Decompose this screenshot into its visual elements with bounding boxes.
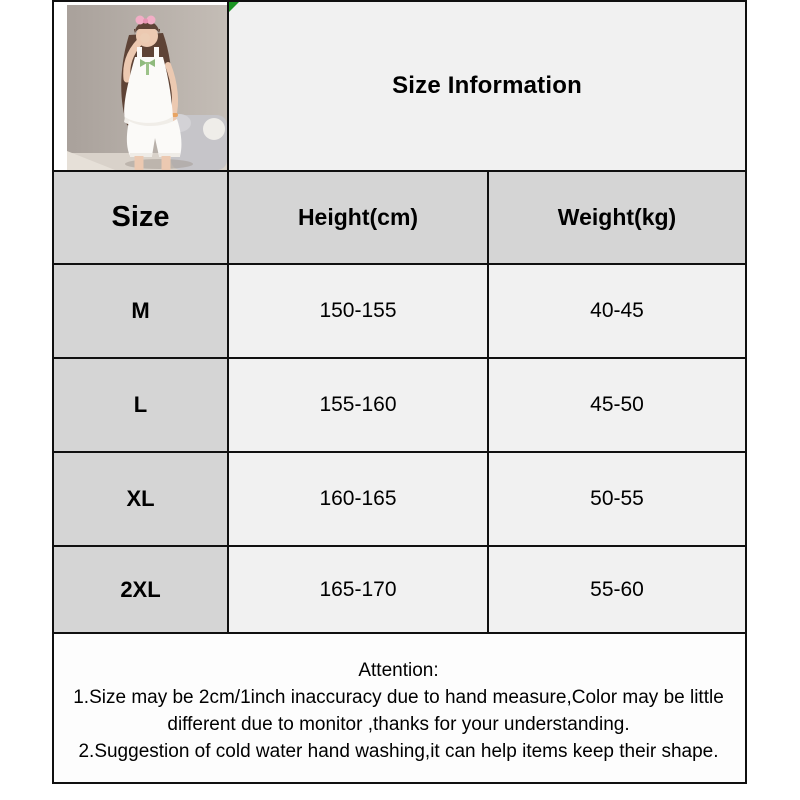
size-label: 2XL [53, 546, 228, 633]
column-header-height: Height(cm) [228, 171, 488, 264]
weight-value: 50-55 [488, 452, 746, 546]
weight-value: 55-60 [488, 546, 746, 633]
size-label: L [53, 358, 228, 452]
size-row-m [53, 264, 746, 358]
attention-cell [53, 633, 746, 783]
attention-note-2: 2.Suggestion of cold water hand washing,it can help items keep their shape. [78, 740, 719, 762]
size-label: M [53, 264, 228, 358]
size-table [52, 0, 747, 784]
column-header-size: Size [53, 171, 228, 264]
size-row-l [53, 358, 746, 452]
product-photo-cell [53, 1, 228, 171]
size-row-2xl [53, 546, 746, 633]
column-header-weight: Weight(kg) [488, 171, 746, 264]
corner-flag-icon [229, 2, 239, 12]
attention-label: Attention: [358, 659, 439, 681]
product-photo [67, 5, 227, 170]
size-row-xl [53, 452, 746, 546]
table-title-cell [228, 1, 746, 171]
weight-value: 45-50 [488, 358, 746, 452]
height-value: 160-165 [228, 452, 488, 546]
title-row [53, 1, 746, 171]
height-value: 150-155 [228, 264, 488, 358]
size-label: XL [53, 452, 228, 546]
attention-row [53, 633, 746, 783]
weight-value: 40-45 [488, 264, 746, 358]
attention-note-1: 1.Size may be 2cm/1inch inaccuracy due to hand measure,Color may be little different due to monitor ,thanks for your understanding. [73, 686, 724, 735]
header-row [53, 171, 746, 264]
height-value: 155-160 [228, 358, 488, 452]
height-value: 165-170 [228, 546, 488, 633]
table-title: Size Information [392, 72, 582, 99]
